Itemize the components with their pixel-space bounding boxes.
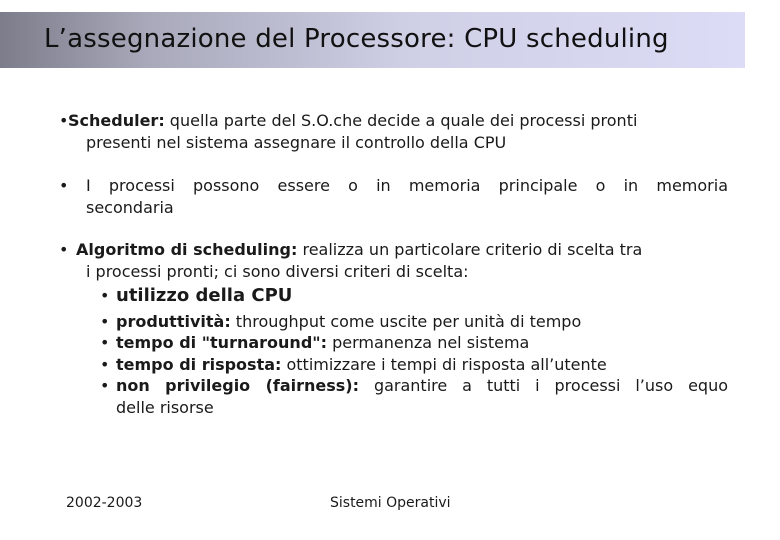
slide-title: L’assegnazione del Processore: CPU scheduling <box>44 24 669 54</box>
bullet-dot-icon: • <box>59 176 69 195</box>
criterion-text: garantire a tutti i processi l’uso equo <box>359 376 729 395</box>
criterion-label: utilizzo della CPU <box>116 285 293 306</box>
bullet-text-continuation: secondaria <box>86 198 174 217</box>
criterion-item <box>100 354 728 376</box>
bullet-label: Scheduler: <box>68 111 165 130</box>
criterion-label: produttività: <box>116 311 231 331</box>
bullet-scheduler <box>59 110 728 154</box>
criterion-item <box>100 332 728 354</box>
footer-course: Sistemi Operativi <box>330 495 451 511</box>
criterion-text-continuation: delle risorse <box>116 397 214 417</box>
criterion-label: tempo di risposta: <box>116 354 282 374</box>
criterion-text: permanenza nel sistema <box>327 333 530 352</box>
bullet-text-continuation: i processi pronti; ci sono diversi criteri di scelta: <box>86 262 469 281</box>
criterion-text: throughput come uscite per unità di tempo <box>230 311 582 331</box>
bullet-dot-icon: • <box>100 354 110 374</box>
criterion-item <box>100 285 728 307</box>
bullet-dot-icon: • <box>100 333 110 352</box>
bullet-text-continuation: presenti nel sistema assegnare il controllo della CPU <box>86 133 507 152</box>
bullet-dot-icon: • <box>100 286 110 305</box>
criterion-label: tempo di "turnaround": <box>116 333 327 352</box>
criterion-item <box>100 375 728 397</box>
bullet-label: Algoritmo di scheduling: <box>76 240 298 259</box>
bullet-dot-icon: • <box>59 240 69 259</box>
bullet-dot-icon: • <box>100 376 110 395</box>
criterion-item <box>100 311 728 333</box>
bullet-dot-icon: • <box>100 311 110 331</box>
bullet-text: realizza un particolare criterio di scelta tra <box>297 240 643 259</box>
bullet-text: quella parte del S.O.che decide a quale dei processi pronti <box>164 111 638 130</box>
bullet-algoritmo <box>59 239 728 283</box>
footer-year: 2002-2003 <box>66 495 143 511</box>
bullet-processi <box>59 175 728 219</box>
bullet-dot-icon: • <box>59 111 69 130</box>
criterion-label: non privilegio (fairness): <box>116 376 360 395</box>
bullet-text: I processi possono essere o in memoria principale o in memoria <box>86 176 728 195</box>
criteria-list <box>100 285 728 418</box>
criterion-text: ottimizzare i tempi di risposta all’utente <box>281 354 607 374</box>
